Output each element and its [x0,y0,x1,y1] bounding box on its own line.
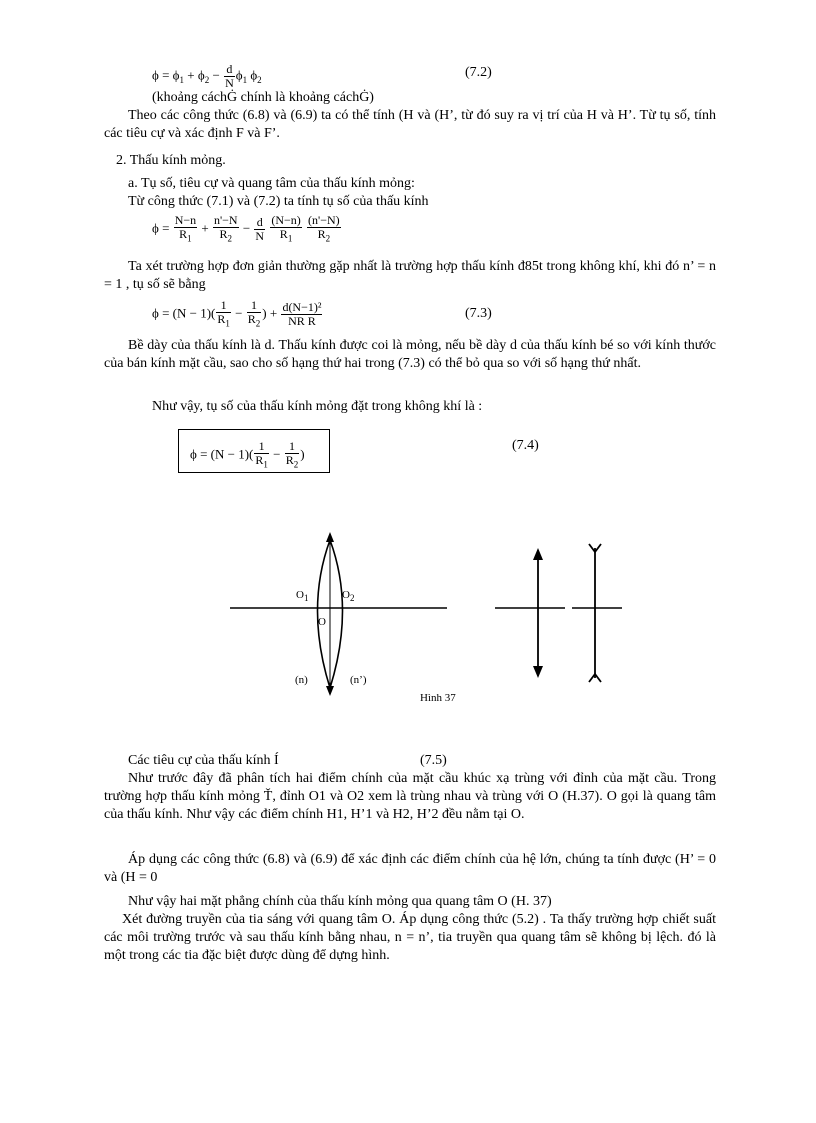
section-heading-thin-lens: 2. Thấu kính mỏng. [116,153,226,168]
paragraph-principal-planes: Như vậy hai mặt phẳng chính của thấu kính mỏng qua quang tâm O (H. 37) [128,894,552,909]
paragraph-previous-analysis: Như trước đây đã phân tích hai điểm chính của mặt cầu khúc xạ trùng với đỉnh của mặt cầu. Trong trường hợp thấu kính mỏng Ť, đỉnh O1 và O2 xem là trùng nhau và trùng với O (H.37). O gọi là quang tâm của thấu kính. Như vậy các điểm chính H1, H’1 và H2, H’2 đều nằm tại O. [104,771,716,822]
label-o: O [318,616,326,628]
equation-number-7-5: (7.5) [420,753,447,768]
equation-number-7-3: (7.3) [465,306,492,321]
equation-7-2: $\phi = \phi_1 + \phi_2$ − $\frac{d}{N}$ $\phi_1$ $\phi_2$ [152,62,262,90]
paragraph-thus: Như vậy, tụ số của thấu kính mỏng đặt trong không khí là : [152,399,483,414]
paragraph-ray: Xét đường truyền của tia sáng với quang tâm O. Áp dụng công thức (5.2) . Ta thấy trường hợp chiết suất các môi trường trước và sau thấu kính bằng nhau, n = n’, tia truyền qua quang tâm sẽ không bị lệch. đó là một trong các tia đặc biệt được dùng để dựng hình. [104,912,716,963]
equation-general: ϕ = $\frac{N-n}{R_1}$ + $\frac{n'-N}{R_2}$ − $\frac{d}{N}$ $\frac{(N-n)}{R_1}$ $\frac{(n'-N)}{R_2}$ [152,213,340,244]
distance-note: (khoảng cáchĠ chính là khoảng cáchĠ) [152,90,374,105]
paragraph-theo: Theo các công thức (6.8) và (6.9) ta có thể tính (H và (H’, từ đó suy ra vị trí của H và H’. Từ tụ số, tính các tiêu cự và xác định F và F’. [104,108,716,141]
figure-caption: Hình 37 [420,692,456,704]
lens-bottom-tip [326,686,334,696]
converging-arrow-up [533,548,543,560]
figure-37 [220,520,640,710]
lens-right-surface [330,540,343,688]
equation-number-7-2: (7.2) [465,65,492,80]
label-o1: $O_1$ [296,589,309,604]
label-n: (n) [295,674,308,686]
paragraph-apply: Áp dụng các công thức (6.8) và (6.9) để xác định các điểm chính của hệ lớn, chúng ta tính được (H’ = 0 và (H = 0 [104,852,716,885]
paragraph-from-formulas: Từ công thức (7.1) và (7.2) ta tính tụ số của thấu kính [128,194,429,209]
equation-7-4: ϕ = (N − 1)( $\frac{1}{R_1}$ − $\frac{1}{R_2}$ ) [190,439,305,470]
label-n-prime: (n’) [350,674,367,686]
label-o2: $O_2$ [342,589,355,604]
equation-number-7-4: (7.4) [512,438,539,453]
paragraph-focal: Các tiêu cự của thấu kính Í [128,753,279,768]
paragraph-case: Ta xét trường hợp đơn giản thường gặp nhất là trường hợp thấu kính đ85t trong không khí, khi đó n’ = n = 1 , tụ số sẽ bằng [104,259,716,292]
equation-7-3: ϕ = (N − 1)( $\frac{1}{R_1}$ − $\frac{1}{R_2}$ ) + $\frac{\text{d(N−1)²}}{\text{NR R}}$ [152,298,322,329]
paragraph-thickness: Bề dày của thấu kính là d. Thấu kính được coi là mỏng, nếu bề dày d của thấu kính bé so với kính thước của bán kính mặt cầu, sao cho số hạng thứ hai trong (7.3) có thể bỏ qua so với số hạng thứ nhất. [104,338,716,371]
subsection-heading-a: a. Tụ số, tiêu cự và quang tâm của thấu kính mỏng: [128,176,415,191]
lens-top-tip [326,532,334,542]
converging-arrow-down [533,666,543,678]
